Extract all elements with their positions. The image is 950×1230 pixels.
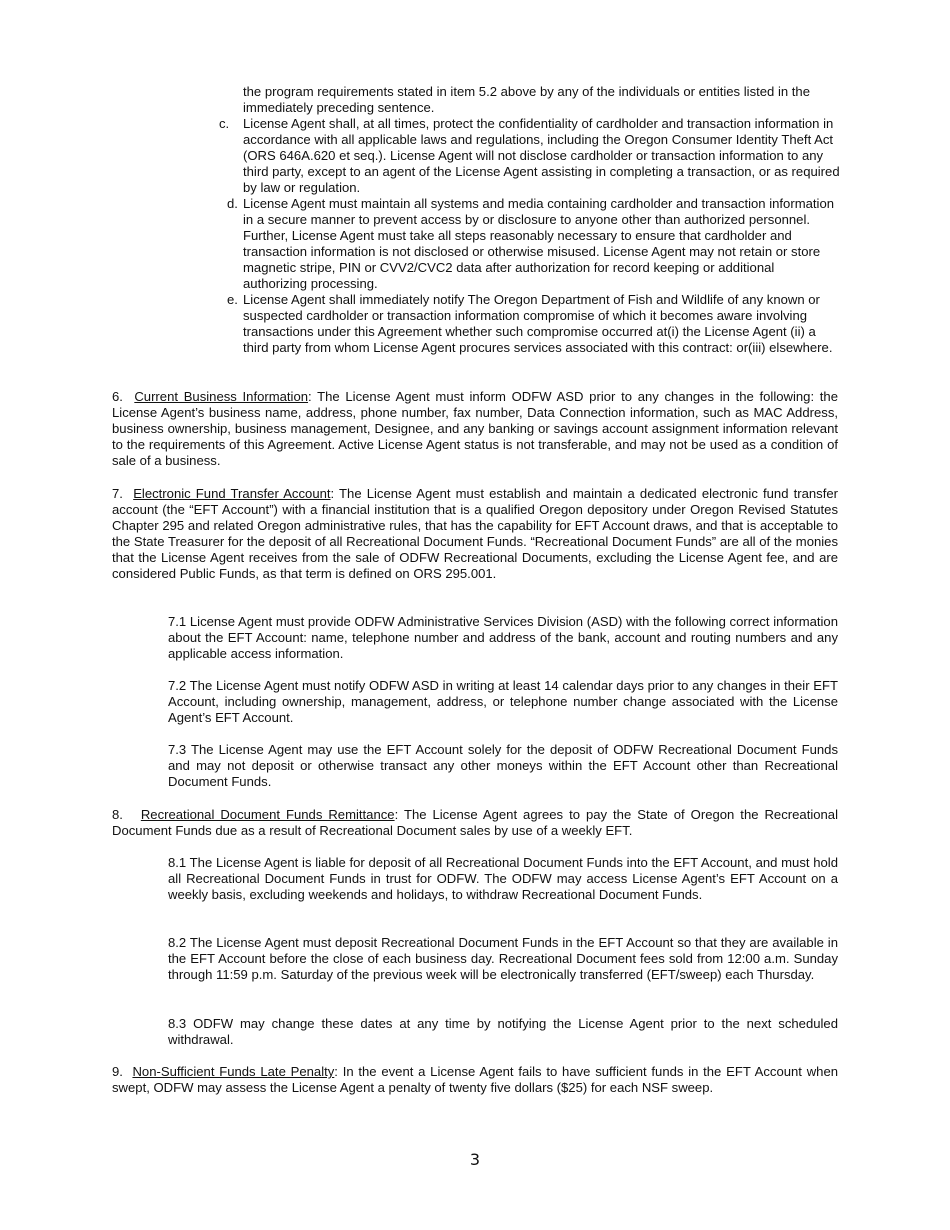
section-number: 6. (112, 389, 123, 404)
list-item-e (200, 292, 840, 356)
section-title: Non-Sufficient Funds Late Penalty (132, 1064, 335, 1079)
list-item-d (200, 196, 840, 292)
section-number: 8. (112, 807, 123, 822)
subsection-7-3: 7.3 The License Agent may use the EFT Account solely for the deposit of ODFW Recreational Document Funds and may not deposit or otherwise transact any other moneys within the EFT Account other than Recreational Document Funds. (168, 742, 838, 789)
section-7 (112, 486, 838, 582)
continuation-paragraph: the program requirements stated in item 5.2 above by any of the individuals or entities listed in the immediately preceding sentence. (243, 84, 810, 115)
subsection-8-2: 8.2 The License Agent must deposit Recreational Document Funds in the EFT Account so that they are available in the EFT Account before the close of each business day. Recreational Document fees sold from 12:00 a.m. Sunday through 11:59 p.m. Saturday of the previous week will be electronically transferred (EFT/sweep) each Thursday. (168, 935, 838, 982)
list-item-text: License Agent shall, at all times, protect the confidentiality of cardholder and transaction information in accordance with all applicable laws and regulations, including the Oregon Consumer Identity Theft Act (ORS 646A.620 et seq.). License Agent will not disclose cardholder or transaction information to any third party, except to an agent of the License Agent assisting in completing a transaction, or as required by law or regulation. (243, 116, 840, 195)
subsection-7-1: 7.1 License Agent must provide ODFW Administrative Services Division (ASD) with the following correct information about the EFT Account: name, telephone number and address of the bank, account and routing numbers and any applicable access information. (168, 614, 838, 661)
list-item-text: License Agent must maintain all systems and media containing cardholder and transaction information in a secure manner to prevent access by or disclosure to anyone other than authorized personnel. Further, License Agent must take all steps reasonably necessary to ensure that cardholder and transaction information is not disclosed or otherwise misused. License Agent may not retain or store magnetic stripe, PIN or CVV2/CVC2 data after authorization for record keeping or additional authorizing processing. (243, 196, 835, 291)
section-text: : The License Agent must establish and maintain a dedicated electronic fund transfer account (the “EFT Account”) with a financial institution that is a qualified Oregon depository under Oregon Revised Statutes Chapter 295 and related Oregon administrative rules, that has the capability for EFT Account draws, and that is acceptable to the State Treasurer for the deposit of all Recreational Document Funds. “Recreational Document Funds” are all of the monies that the License Agent receives from the sale of ODFW Recreational Documents, excluding the License Agent fee, and are considered Public Funds, as that term is defined on ORS 295.001. (112, 486, 838, 581)
lettered-list (200, 116, 840, 356)
list-marker: c. (219, 116, 230, 131)
section-text: : The License Agent agrees to pay the State of Oregon the Recreational Document Funds due as a result of Recreational Document sales by use of a weekly EFT. (112, 807, 838, 838)
section-text: : The License Agent must inform ODFW ASD prior to any changes in the following: the License Agent’s business name, address, phone number, fax number, Data Connection information, such as MAC Address, business ownership, business management, Designee, and any banking or savings account assignment information relevant to the requirements of this Agreement. Active License Agent status is not transferable, and may not be used as a condition of sale of a business. (112, 389, 838, 468)
subsection-8-1: 8.1 The License Agent is liable for deposit of all Recreational Document Funds into the EFT Account, and must hold all Recreational Document Funds in trust for ODFW. The ODFW may access License Agent’s EFT Account on a weekly basis, excluding weekends and holidays, to withdraw Recreational Document Funds. (168, 855, 838, 902)
section-title: Current Business Information (134, 389, 309, 404)
subsection-8-3: 8.3 ODFW may change these dates at any time by notifying the License Agent prior to the next scheduled withdrawal. (168, 1016, 838, 1047)
section-number: 7. (112, 486, 123, 501)
list-item-c (200, 116, 840, 196)
subsection-7-2: 7.2 The License Agent must notify ODFW ASD in writing at least 14 calendar days prior to any changes in their EFT Account, including ownership, management, address, or telephone number change associated with the License Agent’s EFT Account. (168, 678, 838, 725)
section-number: 9. (112, 1064, 123, 1079)
list-marker: d. (227, 196, 238, 211)
section-9 (112, 1064, 838, 1096)
section-8 (112, 807, 838, 839)
section-6 (112, 389, 838, 469)
section-title: Recreational Document Funds Remittance (140, 807, 395, 822)
list-marker: e. (227, 292, 238, 307)
list-item-text: License Agent shall immediately notify The Oregon Department of Fish and Wildlife of any known or suspected cardholder or transaction information compromise of which it becomes aware involving transactions under this Agreement whether such compromise occurred at(i) the License Agent (ii) a third party from whom License Agent procures services associated with this contract: or(iii) elsewhere. (243, 292, 833, 355)
page-number: 3 (469, 1150, 481, 1169)
section-text: : In the event a License Agent fails to have sufficient funds in the EFT Account when swept, ODFW may assess the License Agent a penalty of twenty five dollars ($25) for each NSF sweep. (112, 1064, 839, 1095)
section-title: Electronic Fund Transfer Account (133, 486, 331, 501)
